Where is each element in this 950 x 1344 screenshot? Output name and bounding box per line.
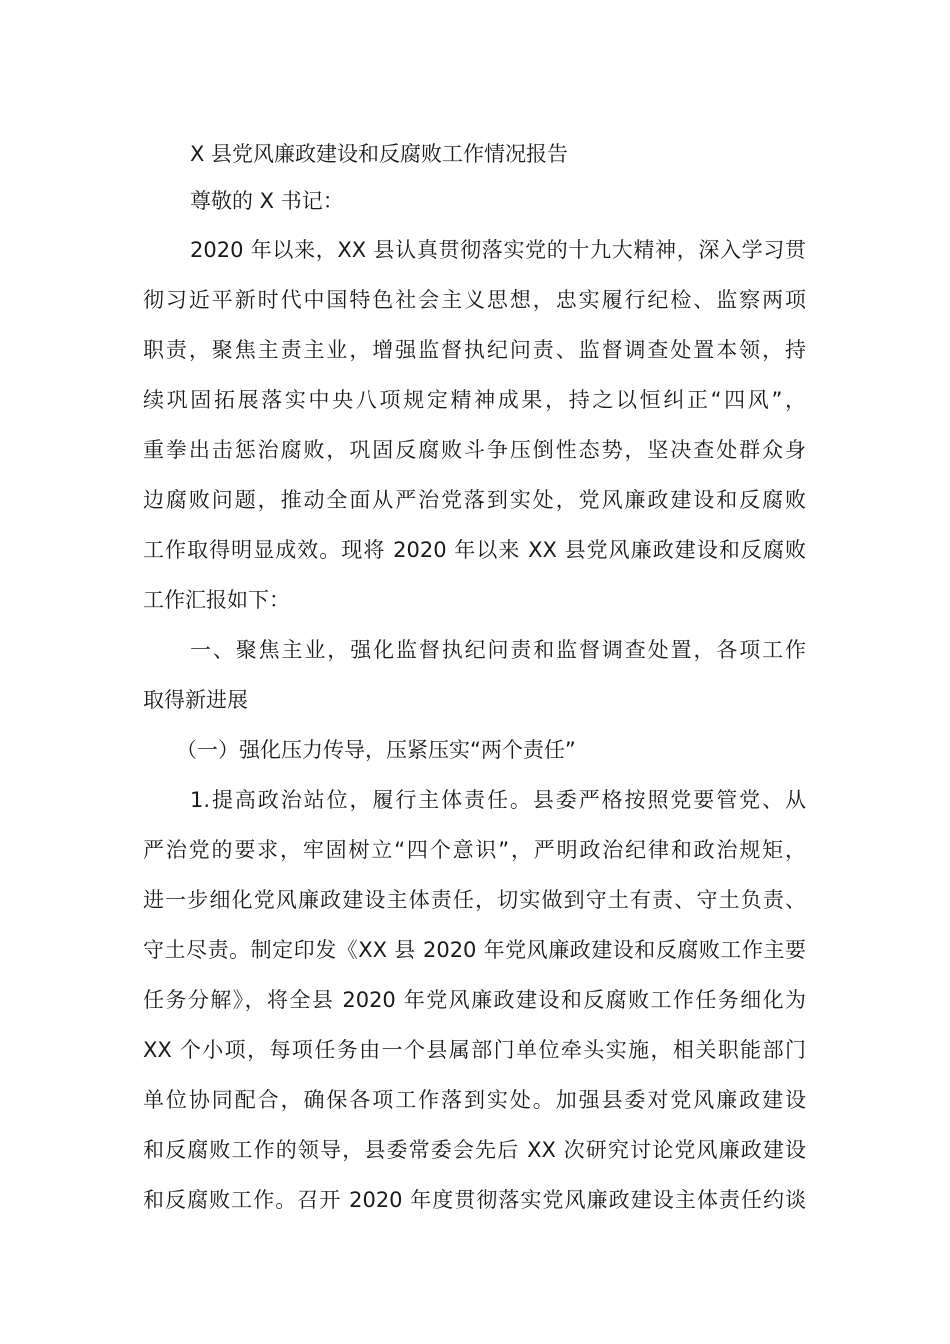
body-line: 单位协同配合，确保各项工作落到实处。加强县委对党风廉政建设 bbox=[143, 1088, 806, 1112]
body-line: XX 个小项，每项任务由一个县属部门单位牵头实施，相关职能部门 bbox=[143, 1038, 806, 1062]
body-line: 严治党的要求，牢固树立“四个意识”，严明政治纪律和政治规矩， bbox=[143, 838, 806, 862]
body-line: 守土尽责。制定印发《XX 县 2020 年党风廉政建设和反腐败工作主要 bbox=[143, 938, 806, 962]
body-line: 职责，聚焦主责主业，增强监督执纪问责、监督调查处置本领，持 bbox=[143, 338, 806, 362]
section-heading-continued: 取得新进展 bbox=[143, 688, 248, 712]
body-line: 进一步细化党风廉政建设主体责任，切实做到守土有责、守土负责、 bbox=[143, 888, 806, 912]
body-line: 边腐败问题，推动全面从严治党落到实处，党风廉政建设和反腐败 bbox=[143, 488, 806, 512]
body-line: 和反腐败工作的领导，县委常委会先后 XX 次研究讨论党风廉政建设 bbox=[143, 1138, 806, 1162]
document-title: X 县党风廉政建设和反腐败工作情况报告 bbox=[190, 142, 569, 166]
body-line: 工作取得明显成效。现将 2020 年以来 XX 县党风廉政建设和反腐败 bbox=[143, 538, 806, 562]
body-line: 工作汇报如下： bbox=[143, 588, 290, 612]
body-line: 1.提高政治站位，履行主体责任。县委严格按照党要管党、从 bbox=[190, 788, 806, 812]
body-line: 续巩固拓展落实中央八项规定精神成果，持之以恒纠正“四风”， bbox=[143, 388, 806, 412]
body-line: 彻习近平新时代中国特色社会主义思想，忠实履行纪检、监察两项 bbox=[143, 288, 806, 312]
section-heading: 一、聚焦主业，强化监督执纪问责和监督调查处置，各项工作 bbox=[190, 638, 806, 662]
salutation: 尊敬的 X 书记： bbox=[190, 189, 344, 213]
body-line: 和反腐败工作。召开 2020 年度贯彻落实党风廉政建设主体责任约谈 bbox=[143, 1188, 806, 1212]
body-line: 2020 年以来，XX 县认真贯彻落实党的十九大精神，深入学习贯 bbox=[190, 238, 806, 262]
body-line: 任务分解》，将全县 2020 年党风廉政建设和反腐败工作任务细化为 bbox=[143, 988, 806, 1012]
body-line: 重拳出击惩治腐败，巩固反腐败斗争压倒性态势，坚决查处群众身 bbox=[143, 438, 806, 462]
subsection-heading: （一）强化压力传导，压紧压实“两个责任” bbox=[176, 738, 576, 762]
